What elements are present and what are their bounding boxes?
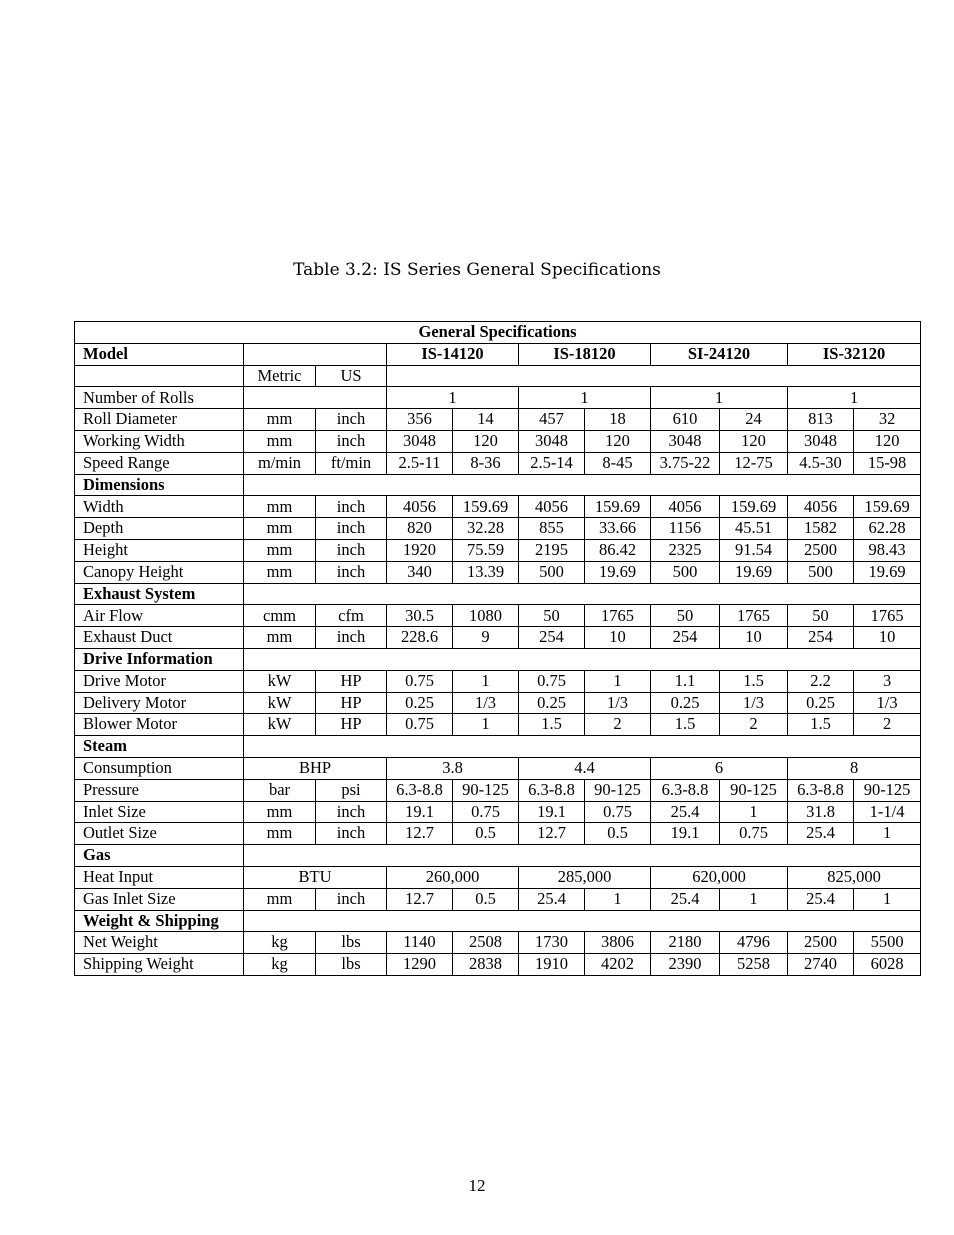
value-cell: 6.3-8.8 [788, 779, 854, 801]
value-cell: 6.3-8.8 [651, 779, 720, 801]
value-cell: 2 [585, 714, 651, 736]
section-label: Exhaust System [75, 583, 244, 605]
value-cell: 500 [788, 561, 854, 583]
unit-header-row [75, 365, 921, 387]
value-cell: 356 [387, 409, 453, 431]
value-cell: 98.43 [854, 539, 921, 561]
value-cell: 1 [720, 801, 788, 823]
value-cell: 90-125 [854, 779, 921, 801]
table-row [75, 779, 921, 801]
value-cell: 50 [651, 605, 720, 627]
value-cell: 1 [453, 670, 519, 692]
metric-unit: kW [244, 714, 316, 736]
metric-unit: mm [244, 496, 316, 518]
value-cell: 0.5 [453, 823, 519, 845]
value-cell: 19.69 [854, 561, 921, 583]
value-cell: 5500 [854, 932, 921, 954]
value-cell: 1730 [519, 932, 585, 954]
value-cell: 340 [387, 561, 453, 583]
value-cell: 4056 [788, 496, 854, 518]
us-unit: cfm [316, 605, 387, 627]
metric-unit: mm [244, 518, 316, 540]
us-unit: inch [316, 561, 387, 583]
row-label: Pressure [75, 779, 244, 801]
row-label: Canopy Height [75, 561, 244, 583]
value-cell: 2500 [788, 932, 854, 954]
table-row [75, 692, 921, 714]
page-number: 12 [468, 1176, 486, 1195]
us-unit: inch [316, 518, 387, 540]
value-cell: 1 [854, 823, 921, 845]
metric-unit: m/min [244, 452, 316, 474]
table-caption: Table 3.2: IS Series General Specifications [293, 260, 661, 280]
row-label: Outlet Size [75, 823, 244, 845]
value-cell: 25.4 [651, 801, 720, 823]
value-cell: 3048 [519, 430, 585, 452]
us-unit: HP [316, 714, 387, 736]
table-row [75, 430, 921, 452]
value-cell: 45.51 [720, 518, 788, 540]
value-cell: 1765 [585, 605, 651, 627]
metric-unit: mm [244, 627, 316, 649]
value-cell: 62.28 [854, 518, 921, 540]
value-cell: 19.1 [519, 801, 585, 823]
model-label: Model [75, 343, 244, 365]
empty-cell [244, 910, 921, 932]
metric-unit: kg [244, 932, 316, 954]
value-cell: 90-125 [453, 779, 519, 801]
value-cell: 254 [651, 627, 720, 649]
row-label: Speed Range [75, 452, 244, 474]
empty-cell [244, 845, 921, 867]
value-cell: 0.5 [585, 823, 651, 845]
value-cell: 2.2 [788, 670, 854, 692]
row-label: Number of Rolls [75, 387, 244, 409]
value-cell: 1290 [387, 954, 453, 976]
value-cell: 1 [585, 888, 651, 910]
table-title: General Specifications [75, 322, 921, 344]
value-cell: 0.75 [519, 670, 585, 692]
table-row [75, 561, 921, 583]
value-cell: 18 [585, 409, 651, 431]
row-label: Delivery Motor [75, 692, 244, 714]
metric-unit: mm [244, 561, 316, 583]
us-unit: inch [316, 496, 387, 518]
value-cell: 8 [788, 757, 921, 779]
metric-unit: mm [244, 888, 316, 910]
row-label: Width [75, 496, 244, 518]
value-cell: 9 [453, 627, 519, 649]
value-cell: 86.42 [585, 539, 651, 561]
empty-cell [244, 343, 387, 365]
value-cell: 50 [519, 605, 585, 627]
table-row [75, 888, 921, 910]
model-name: SI-24120 [651, 343, 788, 365]
us-unit: inch [316, 823, 387, 845]
value-cell: 24 [720, 409, 788, 431]
table-row [75, 954, 921, 976]
value-cell: 159.69 [854, 496, 921, 518]
value-cell: 620,000 [651, 866, 788, 888]
value-cell: 0.25 [651, 692, 720, 714]
value-cell: 1.5 [651, 714, 720, 736]
value-cell: 1/3 [854, 692, 921, 714]
value-cell: 10 [854, 627, 921, 649]
value-cell: 1 [585, 670, 651, 692]
value-cell: 8-36 [453, 452, 519, 474]
value-cell: 1-1/4 [854, 801, 921, 823]
empty-cell [244, 474, 921, 496]
table-row [75, 605, 921, 627]
section-header-row [75, 648, 921, 670]
model-header-row [75, 343, 921, 365]
us-header: US [316, 365, 387, 387]
row-label: Drive Motor [75, 670, 244, 692]
value-cell: 15-98 [854, 452, 921, 474]
row-label: Air Flow [75, 605, 244, 627]
value-cell: 1/3 [453, 692, 519, 714]
section-label: Gas [75, 845, 244, 867]
metric-header: Metric [244, 365, 316, 387]
value-cell: 1765 [854, 605, 921, 627]
empty-cell [387, 365, 921, 387]
value-cell: 1 [453, 714, 519, 736]
value-cell: 12-75 [720, 452, 788, 474]
value-cell: 254 [519, 627, 585, 649]
value-cell: 3048 [387, 430, 453, 452]
us-unit: HP [316, 692, 387, 714]
value-cell: 3806 [585, 932, 651, 954]
us-unit: lbs [316, 954, 387, 976]
value-cell: 25.4 [651, 888, 720, 910]
metric-unit: kW [244, 670, 316, 692]
table-row [75, 496, 921, 518]
value-cell: 159.69 [585, 496, 651, 518]
value-cell: 3048 [651, 430, 720, 452]
value-cell: 0.75 [387, 670, 453, 692]
value-cell: 1.5 [788, 714, 854, 736]
value-cell: 1 [519, 387, 651, 409]
value-cell: 120 [720, 430, 788, 452]
section-header-row [75, 845, 921, 867]
value-cell: 120 [854, 430, 921, 452]
metric-unit: kg [244, 954, 316, 976]
value-cell: 813 [788, 409, 854, 431]
value-cell: 19.69 [585, 561, 651, 583]
value-cell: 1 [387, 387, 519, 409]
section-header-row [75, 736, 921, 758]
us-unit: inch [316, 430, 387, 452]
section-label: Drive Information [75, 648, 244, 670]
value-cell: 0.25 [519, 692, 585, 714]
value-cell: 3.75-22 [651, 452, 720, 474]
us-unit: inch [316, 801, 387, 823]
us-unit: inch [316, 627, 387, 649]
value-cell: 0.75 [720, 823, 788, 845]
value-cell: 0.75 [585, 801, 651, 823]
value-cell: 3.8 [387, 757, 519, 779]
metric-unit: mm [244, 539, 316, 561]
row-label: Exhaust Duct [75, 627, 244, 649]
value-cell: 1156 [651, 518, 720, 540]
value-cell: 1 [854, 888, 921, 910]
value-cell: 0.75 [387, 714, 453, 736]
value-cell: 90-125 [720, 779, 788, 801]
value-cell: 0.75 [453, 801, 519, 823]
section-header-row [75, 583, 921, 605]
us-unit: inch [316, 539, 387, 561]
value-cell: 6.3-8.8 [519, 779, 585, 801]
row-label: Inlet Size [75, 801, 244, 823]
table-row [75, 823, 921, 845]
value-cell: 2.5-14 [519, 452, 585, 474]
metric-unit: cmm [244, 605, 316, 627]
value-cell: 825,000 [788, 866, 921, 888]
section-label: Dimensions [75, 474, 244, 496]
value-cell: 1 [651, 387, 788, 409]
value-cell: 3 [854, 670, 921, 692]
value-cell: 1.5 [720, 670, 788, 692]
value-cell: 1/3 [585, 692, 651, 714]
value-cell: 285,000 [519, 866, 651, 888]
row-label: Working Width [75, 430, 244, 452]
model-name: IS-32120 [788, 343, 921, 365]
empty-cell [75, 365, 244, 387]
value-cell: 50 [788, 605, 854, 627]
value-cell: 2.5-11 [387, 452, 453, 474]
value-cell: 0.5 [453, 888, 519, 910]
value-cell: 2838 [453, 954, 519, 976]
value-cell: 4202 [585, 954, 651, 976]
value-cell: 820 [387, 518, 453, 540]
table-row [75, 518, 921, 540]
value-cell: 0.25 [788, 692, 854, 714]
value-cell: 25.4 [519, 888, 585, 910]
value-cell: 0.25 [387, 692, 453, 714]
value-cell: 19.1 [387, 801, 453, 823]
value-cell: 12.7 [519, 823, 585, 845]
table-row [75, 627, 921, 649]
row-label: Heat Input [75, 866, 244, 888]
value-cell: 1910 [519, 954, 585, 976]
value-cell: 2508 [453, 932, 519, 954]
metric-unit: mm [244, 409, 316, 431]
value-cell: 1140 [387, 932, 453, 954]
table-row [75, 932, 921, 954]
empty-cell [244, 583, 921, 605]
row-label: Shipping Weight [75, 954, 244, 976]
value-cell: 4796 [720, 932, 788, 954]
table-row [75, 801, 921, 823]
metric-unit: bar [244, 779, 316, 801]
table-title-row [75, 322, 921, 344]
value-cell: 32 [854, 409, 921, 431]
table-row [75, 409, 921, 431]
metric-unit: mm [244, 823, 316, 845]
model-name: IS-14120 [387, 343, 519, 365]
metric-unit: mm [244, 801, 316, 823]
value-cell: 2180 [651, 932, 720, 954]
row-label: Net Weight [75, 932, 244, 954]
value-cell: 6028 [854, 954, 921, 976]
value-cell: 12.7 [387, 823, 453, 845]
value-cell: 4056 [651, 496, 720, 518]
value-cell: 159.69 [720, 496, 788, 518]
value-cell: 260,000 [387, 866, 519, 888]
value-cell: 1 [720, 888, 788, 910]
table-row [75, 866, 921, 888]
row-label: Depth [75, 518, 244, 540]
row-label: Blower Motor [75, 714, 244, 736]
value-cell: 500 [651, 561, 720, 583]
us-unit: inch [316, 888, 387, 910]
section-header-row [75, 474, 921, 496]
value-cell: 1 [788, 387, 921, 409]
value-cell: 1.1 [651, 670, 720, 692]
value-cell: 1.5 [519, 714, 585, 736]
model-name: IS-18120 [519, 343, 651, 365]
value-cell: 25.4 [788, 888, 854, 910]
us-unit: HP [316, 670, 387, 692]
value-cell: 33.66 [585, 518, 651, 540]
value-cell: 2325 [651, 539, 720, 561]
row-label: Gas Inlet Size [75, 888, 244, 910]
value-cell: 90-125 [585, 779, 651, 801]
us-unit: lbs [316, 932, 387, 954]
section-label: Steam [75, 736, 244, 758]
value-cell: 8-45 [585, 452, 651, 474]
value-cell: 610 [651, 409, 720, 431]
value-cell: 2740 [788, 954, 854, 976]
value-cell: 10 [585, 627, 651, 649]
value-cell: 91.54 [720, 539, 788, 561]
value-cell: 254 [788, 627, 854, 649]
value-cell: 6.3-8.8 [387, 779, 453, 801]
us-unit: ft/min [316, 452, 387, 474]
value-cell: 25.4 [788, 823, 854, 845]
us-unit: psi [316, 779, 387, 801]
value-cell: 1920 [387, 539, 453, 561]
row-label: Roll Diameter [75, 409, 244, 431]
value-cell: 75.59 [453, 539, 519, 561]
value-cell: 2390 [651, 954, 720, 976]
value-cell: 3048 [788, 430, 854, 452]
value-cell: 2 [720, 714, 788, 736]
section-label: Weight & Shipping [75, 910, 244, 932]
value-cell: 1/3 [720, 692, 788, 714]
value-cell: 228.6 [387, 627, 453, 649]
value-cell: 159.69 [453, 496, 519, 518]
value-cell: 14 [453, 409, 519, 431]
row-label: Consumption [75, 757, 244, 779]
table-row [75, 670, 921, 692]
value-cell: 6 [651, 757, 788, 779]
value-cell: 855 [519, 518, 585, 540]
section-header-row [75, 910, 921, 932]
value-cell: 500 [519, 561, 585, 583]
value-cell: 2500 [788, 539, 854, 561]
us-unit: inch [316, 409, 387, 431]
metric-unit: mm [244, 430, 316, 452]
value-cell: 4056 [387, 496, 453, 518]
value-cell: 10 [720, 627, 788, 649]
value-cell: 13.39 [453, 561, 519, 583]
table-row [75, 539, 921, 561]
unit-cell: BHP [244, 757, 387, 779]
value-cell: 19.69 [720, 561, 788, 583]
table-row [75, 452, 921, 474]
metric-unit: kW [244, 692, 316, 714]
value-cell: 457 [519, 409, 585, 431]
value-cell: 30.5 [387, 605, 453, 627]
empty-cell [244, 736, 921, 758]
value-cell: 19.1 [651, 823, 720, 845]
table-row [75, 714, 921, 736]
value-cell: 120 [585, 430, 651, 452]
specifications-table [74, 321, 921, 976]
empty-cell [244, 387, 387, 409]
value-cell: 4.4 [519, 757, 651, 779]
value-cell: 1765 [720, 605, 788, 627]
value-cell: 1080 [453, 605, 519, 627]
value-cell: 2 [854, 714, 921, 736]
table-row [75, 387, 921, 409]
value-cell: 5258 [720, 954, 788, 976]
table-row [75, 757, 921, 779]
value-cell: 4.5-30 [788, 452, 854, 474]
value-cell: 31.8 [788, 801, 854, 823]
empty-cell [244, 648, 921, 670]
value-cell: 32.28 [453, 518, 519, 540]
unit-cell: BTU [244, 866, 387, 888]
value-cell: 12.7 [387, 888, 453, 910]
value-cell: 4056 [519, 496, 585, 518]
value-cell: 120 [453, 430, 519, 452]
value-cell: 1582 [788, 518, 854, 540]
value-cell: 2195 [519, 539, 585, 561]
row-label: Height [75, 539, 244, 561]
